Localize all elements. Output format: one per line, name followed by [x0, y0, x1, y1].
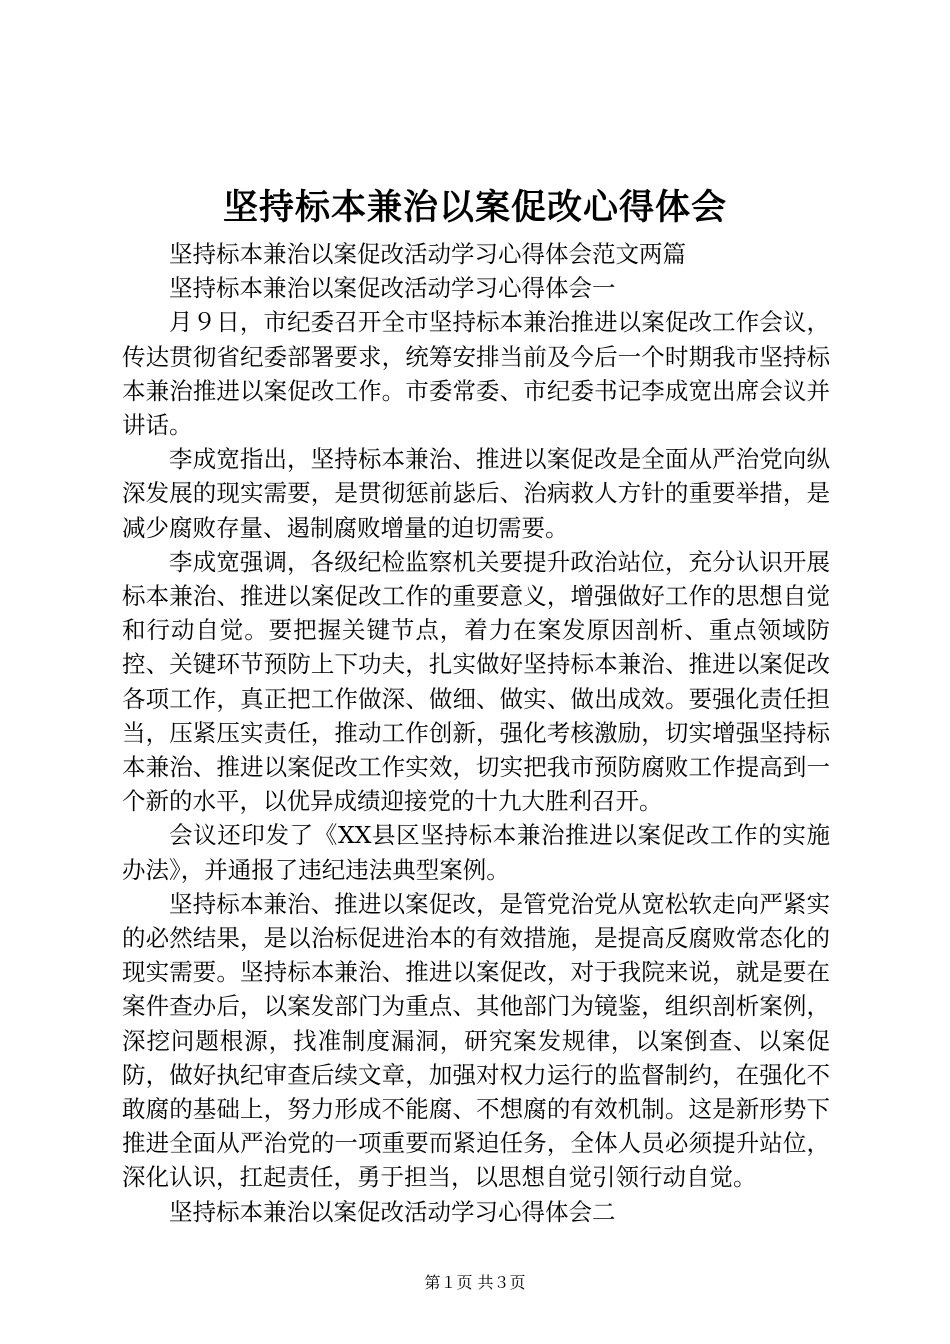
body-paragraph: 会议还印发了《XX县区坚持标本兼治推进以案促改工作的实施办法》，并通报了违纪违法典型案例。 — [122, 821, 830, 884]
body-paragraph: 李成宽强调，各级纪检监察机关要提升政治站位，充分认识开展标本兼治、推进以案促改工作的重要意义，增强做好工作的思想自觉和行动自觉。要把握关键节点，着力在案发原因剖析、重点领域防控、关键环节预防上下功夫，扎实做好坚持标本兼治、推进以案促改各项工作，真正把工作做深、做细、做实、做出成效。要强化责任担当，压紧压实责任，推动工作创新，强化考核激励，切实增强坚持标本兼治、推进以案促改工作实效，切实把我市预防腐败工作提高到一个新的水平，以优异成绩迎接党的十九大胜利召开。 — [122, 547, 830, 816]
page-number-footer: 第１页 共３页 — [424, 1273, 526, 1292]
section-heading-one: 坚持标本兼治以案促改活动学习心得体会一 — [169, 274, 616, 303]
section-heading-two: 坚持标本兼治以案促改活动学习心得体会二 — [169, 1197, 616, 1226]
subtitle-paragraph: 坚持标本兼治以案促改活动学习心得体会范文两篇 — [169, 240, 686, 268]
document-body — [122, 237, 830, 1229]
body-paragraph: 坚持标本兼治、推进以案促改，是管党治党从宽松软走向严紧实的必然结果，是以治标促进治本的有效措施，是提高反腐败常态化的现实需要。坚持标本兼治、推进以案促改，对于我院来说，就是要在案件查办后，以案发部门为重点、其他部门为镜鉴，组织剖析案例，深挖问题根源，找准制度漏洞，研究案发规律，以案倒查、以案促防，做好执纪审查后续文章，加强对权力运行的监督制约，在强化不敢腐的基础上，努力形成不能腐、不想腐的有效机制。这是新形势下推进全面从严治党的一项重要而紧迫任务，全体人员必须提升站位，深化认识，扛起责任，勇于担当，以思想自觉引领行动自觉。 — [122, 889, 830, 1192]
body-paragraph: 李成宽指出，坚持标本兼治、推进以案促改是全面从严治党向纵深发展的现实需要，是贯彻惩前毖后、治病救人方针的重要举措，是减少腐败存量、遏制腐败增量的迫切需要。 — [122, 445, 830, 542]
body-paragraph: 月９日，市纪委召开全市坚持标本兼治推进以案促改工作会议，传达贯彻省纪委部署要求，统筹安排当前及今后一个时期我市坚持标本兼治推进以案促改工作。市委常委、市纪委书记李成宽出席会议并讲话。 — [122, 308, 830, 440]
document-title: 坚持标本兼治以案促改心得体会 — [222, 187, 727, 228]
